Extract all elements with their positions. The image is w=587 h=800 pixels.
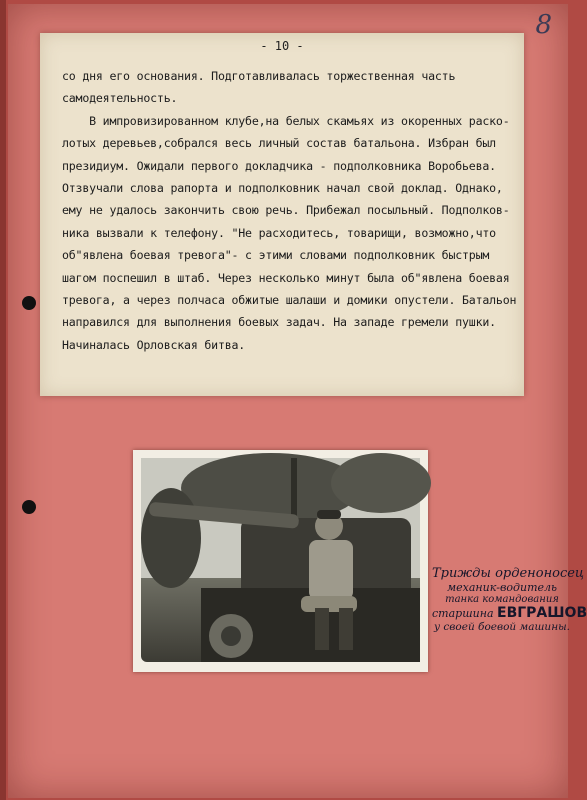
text-line: тревога, а через полчаса обжитые шалаши и домики опустели. Батальон — [62, 293, 517, 308]
text-line: В импровизированном клубе,на белых скамьях из окоренных раско- — [62, 113, 510, 128]
caption-rank-line — [432, 605, 587, 621]
text-line: ника вызвали к телефону. "Не расходитесь, товарищи, возможно,что — [62, 225, 496, 240]
photo-caption — [432, 566, 587, 633]
text-line: шагом поспешил в штаб. Через несколько минут была об"явлена боевая — [62, 270, 510, 285]
folio-number: 8 — [535, 10, 552, 40]
caption-rank: старшина — [432, 607, 494, 620]
caption-line: у своей боевой машины. — [433, 621, 570, 633]
tank-soldier-illustration — [141, 458, 420, 662]
text-line: направился для выполнения боевых задач. На западе гремели пушки. — [62, 315, 496, 330]
text-line: Отзвучали слова рапорта и подполковник начал свой доклад. Однако, — [62, 181, 503, 196]
punch-hole-bottom — [22, 500, 36, 514]
photo-image — [141, 458, 420, 662]
text-line: лотых деревьев,собрался весь личный состав батальона. Избран был — [62, 136, 496, 151]
text-line: ему не удалось закончить свою речь. Прибежал посыльный. Подполков- — [62, 203, 510, 218]
caption-line: механик-водитель — [446, 581, 558, 594]
folder-edge — [0, 0, 6, 800]
tank-photo — [133, 450, 428, 672]
text-line: президиум. Ожидали первого докладчика - подполковника Воробьева. — [62, 158, 496, 173]
caption-name: ЕВГРАШОВ — [497, 605, 587, 621]
text-line: Начиналась Орловская битва. — [62, 337, 246, 352]
page-number: - 10 - — [260, 39, 304, 53]
text-line: со дня его основания. Подготавливалась торжественная часть самодеятельность. — [62, 69, 456, 106]
punch-hole-top — [22, 296, 36, 310]
typed-sheet — [40, 33, 524, 396]
caption-line: Трижды орденоносец — [432, 566, 585, 581]
text-line: об"явлена боевая тревога"- с этими словами подполковник быстрым — [62, 248, 490, 263]
caption-line: танка командования — [445, 594, 559, 605]
typed-text — [62, 65, 517, 356]
